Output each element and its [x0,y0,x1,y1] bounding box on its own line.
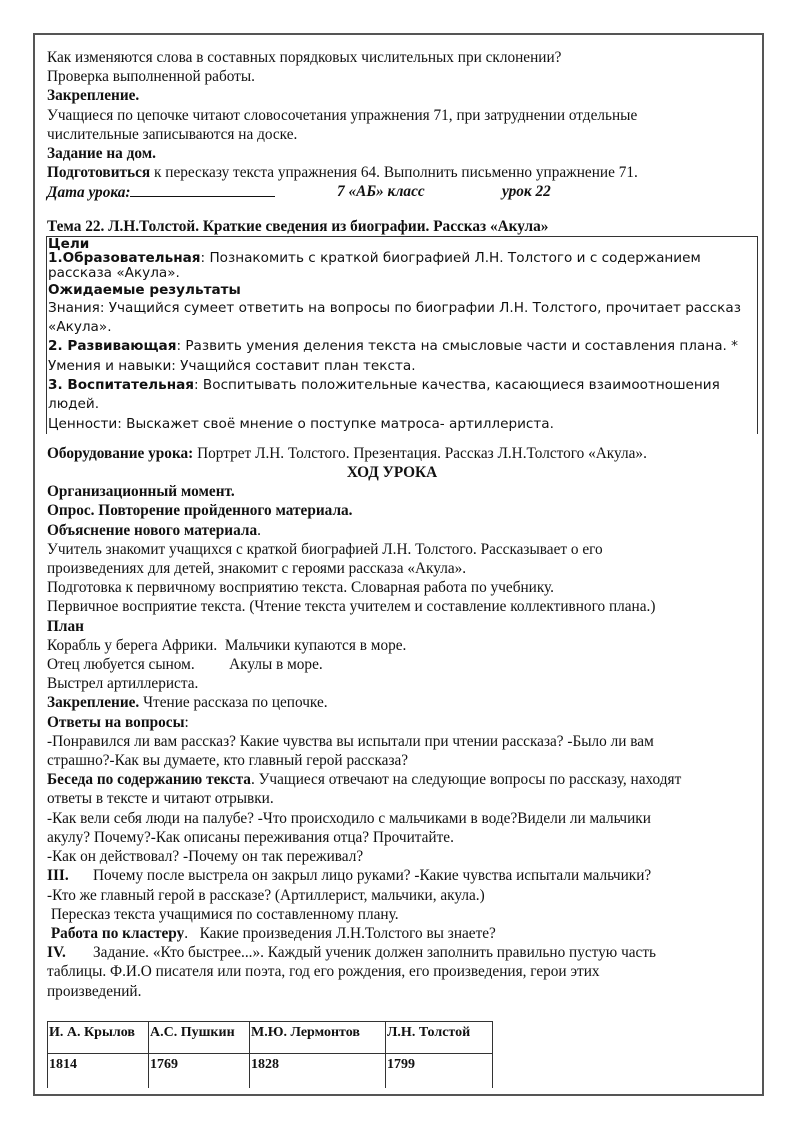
table-cell[interactable]: 1799 [386,1053,493,1088]
table-header-cell: М.Ю. Лермонтов [250,1021,386,1053]
roman-numeral: IV. [47,944,66,962]
class-label: 7 «АБ» класс [337,183,425,201]
table-cell[interactable]: 1828 [250,1053,386,1088]
table-header-cell: Л.Н. Толстой [386,1021,493,1053]
expected-results-title: Ожидаемые результаты [48,281,241,298]
org-moment: Организационный момент. [47,483,235,501]
writers-table [47,1021,493,1088]
question-line-roman [47,866,737,885]
goal-educational [48,251,757,266]
homework-text: к пересказу текста упражнения 64. Выполнить письменно упражнение 71. [150,164,638,182]
question-line: акулу? Почему?-Как описаны переживания отца? Прочитайте. [47,828,454,846]
task-text: Задание. «Кто быстрее...». Каждый ученик должен заполнить правильно пустую часть [93,944,656,962]
question-line: -Понравился ли вам рассказ? Какие чувства вы испытали при чтении рассказа? -Было ли вам [47,732,654,750]
text-line: Учитель знакомит учащихся с краткой биографией Л.Н. Толстого. Рассказывает о его [47,540,603,558]
text-line: Проверка выполненной работы. [47,68,255,86]
table-header-cell: А.С. Пушкин [149,1021,250,1053]
goal-edu-text-2: рассказа «Акула». [48,264,180,281]
lesson-date-line [47,182,737,202]
date-label: Дата урока: [47,184,131,202]
homework-bold: Подготовиться [47,164,151,182]
talk-label: Беседа по содержанию текста [47,771,251,789]
text-line: Подготовка к первичному восприятию текста. Словарная работа по учебнику. [47,579,554,597]
talk-text: . Учащиеся отвечают на следующие вопросы по рассказу, находят [250,771,682,789]
date-field [47,182,337,202]
answers-line [47,713,737,732]
question-line: -Кто же главный герой в рассказе? (Артиллерист, мальчики, акула.) [47,886,485,904]
text-line: Учащиеся по цепочке читают словосочетания упражнения 71, при затруднении отдельные [47,106,638,124]
talk-line [47,770,737,789]
skills-line: Умения и навыки: Учащийся составит план текста. [48,357,416,374]
equipment-text: Портрет Л.Н. Толстого. Презентация. Рассказ Л.Н.Толстого «Акула». [193,444,647,462]
equipment-line [47,444,737,463]
plan-title: План [47,617,84,635]
table-header-cell: И. А. Крылов [48,1021,149,1053]
goals-title: Цели [48,235,90,252]
explain-dot: . [257,521,261,539]
survey-heading: Опрос. Повторение пройденного материала. [47,502,353,520]
cluster-label: Работа по кластеру [47,924,185,942]
section-heading: Задание на дом. [47,145,156,163]
goal-developing [48,337,757,356]
text-line: произведений. [47,982,142,1000]
goal-dev-label: 2. Развивающая [48,338,177,355]
spacer [47,434,737,444]
knowledge-line: Знания: Учащийся сумеет ответить на вопросы по биографии Л.Н. Толстого, прочитает рассказ [48,299,741,316]
text-line: таблицы. Ф.И.О писателя или поэта, год его рождения, его произведения, герои этих [47,963,600,981]
question-line: -Как вели себя люди на палубе? -Что происходило с мальчиками в воде?Видели ли мальчики [47,809,651,827]
plan-item: Отец любуется сыном. Акулы в море. [47,656,323,674]
goal-upbr-label: 3. Воспитательная [48,377,195,394]
consolidation-text: Чтение рассказа по цепочке. [139,694,328,712]
goal-upbringing [48,376,757,395]
lesson-progress-title: ХОД УРОКА [346,464,438,482]
explain-line [47,521,737,540]
table-cell[interactable]: 1814 [48,1053,149,1088]
goal-edu-text: : Познакомить с краткой биографией Л.Н. Толстого и с содержанием [200,249,701,266]
plan-item: Корабль у берега Африки. Мальчики купаются в море. [47,636,407,654]
roman-numeral: III. [47,867,69,885]
homework-line [47,163,737,182]
table-row [48,1053,493,1088]
goal-upbr-text: : Воспитывать положительные качества, касающиеся взаимоотношения [194,377,720,394]
lesson-number: урок 22 [502,183,551,201]
text-line: Первичное восприятие текста. (Чтение текста учителем и составление коллективного плана.) [47,598,656,616]
date-blank [130,182,275,197]
text-line: числительные записываются на доске. [47,125,298,143]
answers-label: Ответы на вопросы [47,713,185,731]
equipment-label: Оборудование урока: [47,444,194,462]
text-line: произведениях для детей, знакомит с героями рассказа «Акула». [47,560,467,578]
question-line: -Как он действовал? -Почему он так переживал? [47,848,364,866]
spacer [47,203,737,217]
goal-upbr-text-2: людей. [48,396,100,413]
section-heading: Закрепление. [47,87,140,105]
cluster-line [47,924,737,943]
question-line: страшно?-Как вы думаете, кто главный герой рассказа? [47,752,409,770]
explain-label: Объяснение нового материала [47,521,258,539]
text-line: ответы в тексте и читают отрывки. [47,790,274,808]
table-header-row [48,1021,493,1053]
answers-colon: : [184,713,189,731]
text-line: Как изменяются слова в составных порядковых числительных при склонении? [47,49,562,66]
plan-item: Выстрел артиллериста. [47,675,199,693]
knowledge-line-2: «Акула». [48,319,112,336]
consolidation-label: Закрепление. [47,694,140,712]
table-cell[interactable]: 1769 [149,1053,250,1088]
goals-box [46,236,758,434]
cluster-text: . Какие произведения Л.Н.Толстого вы знаете? [184,924,496,942]
values-line: Ценности: Выскажет своё мнение о поступке матроса- артиллериста. [48,415,554,432]
question-text: Почему после выстрела он закрыл лицо руками? -Какие чувства испытали мальчики? [93,867,652,885]
document-body [47,48,741,1088]
task-line-roman [47,943,737,962]
topic-title: Тема 22. Л.Н.Толстой. Краткие сведения из биографии. Рассказ «Акула» [47,217,549,235]
goal-edu-label: 1.Образовательная [48,249,201,266]
goal-dev-text: : Развить умения деления текста на смысловые части и составления плана. * [176,338,738,355]
retell-line: Пересказ текста учащимися по составленному плану. [47,905,399,923]
consolidation-line [47,693,737,712]
